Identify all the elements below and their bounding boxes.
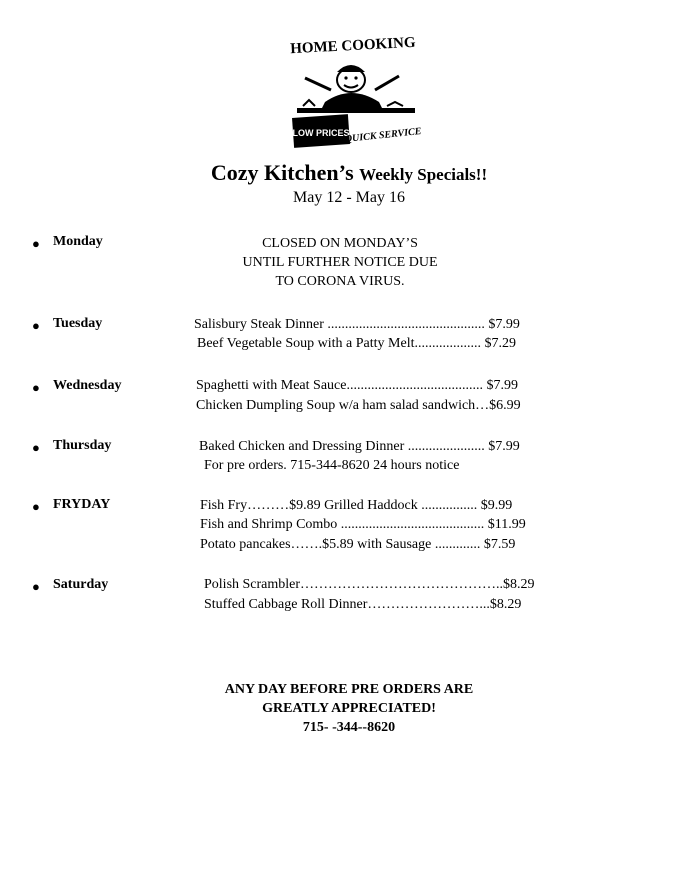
menu-item: Potato pancakes…….$5.89 with Sausage ............. $7.59 (200, 537, 516, 552)
page-title (0, 160, 698, 186)
menu-item: Baked Chicken and Dressing Dinner ...................... $7.99 (199, 439, 520, 454)
title-main: Cozy Kitchen’s (210, 160, 354, 185)
menu-item: Polish Scrambler……………………………………..$8.29 (204, 577, 535, 592)
menu-item: Fish Fry………$9.89 Grilled Haddock ................ $9.99 (200, 498, 513, 513)
monday-notice (200, 234, 480, 291)
notice-line: CLOSED ON MONDAY’S (262, 236, 418, 251)
title-rest: Weekly Specials!! (359, 165, 488, 184)
bullet-icon: ● (32, 236, 40, 251)
bullet-icon: ● (32, 579, 40, 594)
day-thursday: Thursday (53, 438, 112, 453)
day-saturday: Saturday (53, 577, 109, 592)
menu-item: Fish and Shrimp Combo ......................................... $11.99 (200, 517, 526, 532)
footer-phone: 715- -344--8620 (302, 720, 396, 735)
bullet-icon: ● (32, 440, 40, 455)
menu-item: Salisbury Steak Dinner ............................................. $7.99 (194, 317, 520, 332)
logo-badge-text: LOW PRICES (292, 128, 350, 138)
menu-item: Stuffed Cabbage Roll Dinner……………………...$8.29 (204, 597, 522, 612)
day-wednesday: Wednesday (53, 378, 122, 393)
day-monday: Monday (53, 234, 103, 249)
day-fryday: FRYDAY (53, 497, 111, 512)
footer-line: GREATLY APPRECIATED! (262, 701, 436, 716)
notice-line: UNTIL FURTHER NOTICE DUE (242, 255, 438, 270)
menu-item: Beef Vegetable Soup with a Patty Melt................... $7.29 (197, 336, 516, 351)
bullet-icon: ● (32, 380, 40, 395)
preorder-note: For pre orders. 715-344-8620 24 hours notice (204, 458, 460, 473)
logo-right-text: QUICK SERVICE (344, 126, 422, 145)
date-range: May 12 - May 16 (293, 189, 405, 206)
bullet-icon: ● (32, 499, 40, 514)
menu-item: Spaghetti with Meat Sauce....................................... $7.99 (196, 378, 518, 393)
footer-line: ANY DAY BEFORE PRE ORDERS ARE (224, 682, 474, 697)
menu-item: Chicken Dumpling Soup w/a ham salad sandwich…$6.99 (196, 398, 521, 413)
home-cooking-logo (283, 28, 423, 158)
logo-top-text: HOME COOKING (289, 34, 416, 58)
day-tuesday: Tuesday (53, 316, 103, 331)
bullet-icon: ● (32, 318, 40, 333)
notice-line: TO CORONA VIRUS. (275, 274, 405, 289)
footer-note (0, 680, 698, 737)
